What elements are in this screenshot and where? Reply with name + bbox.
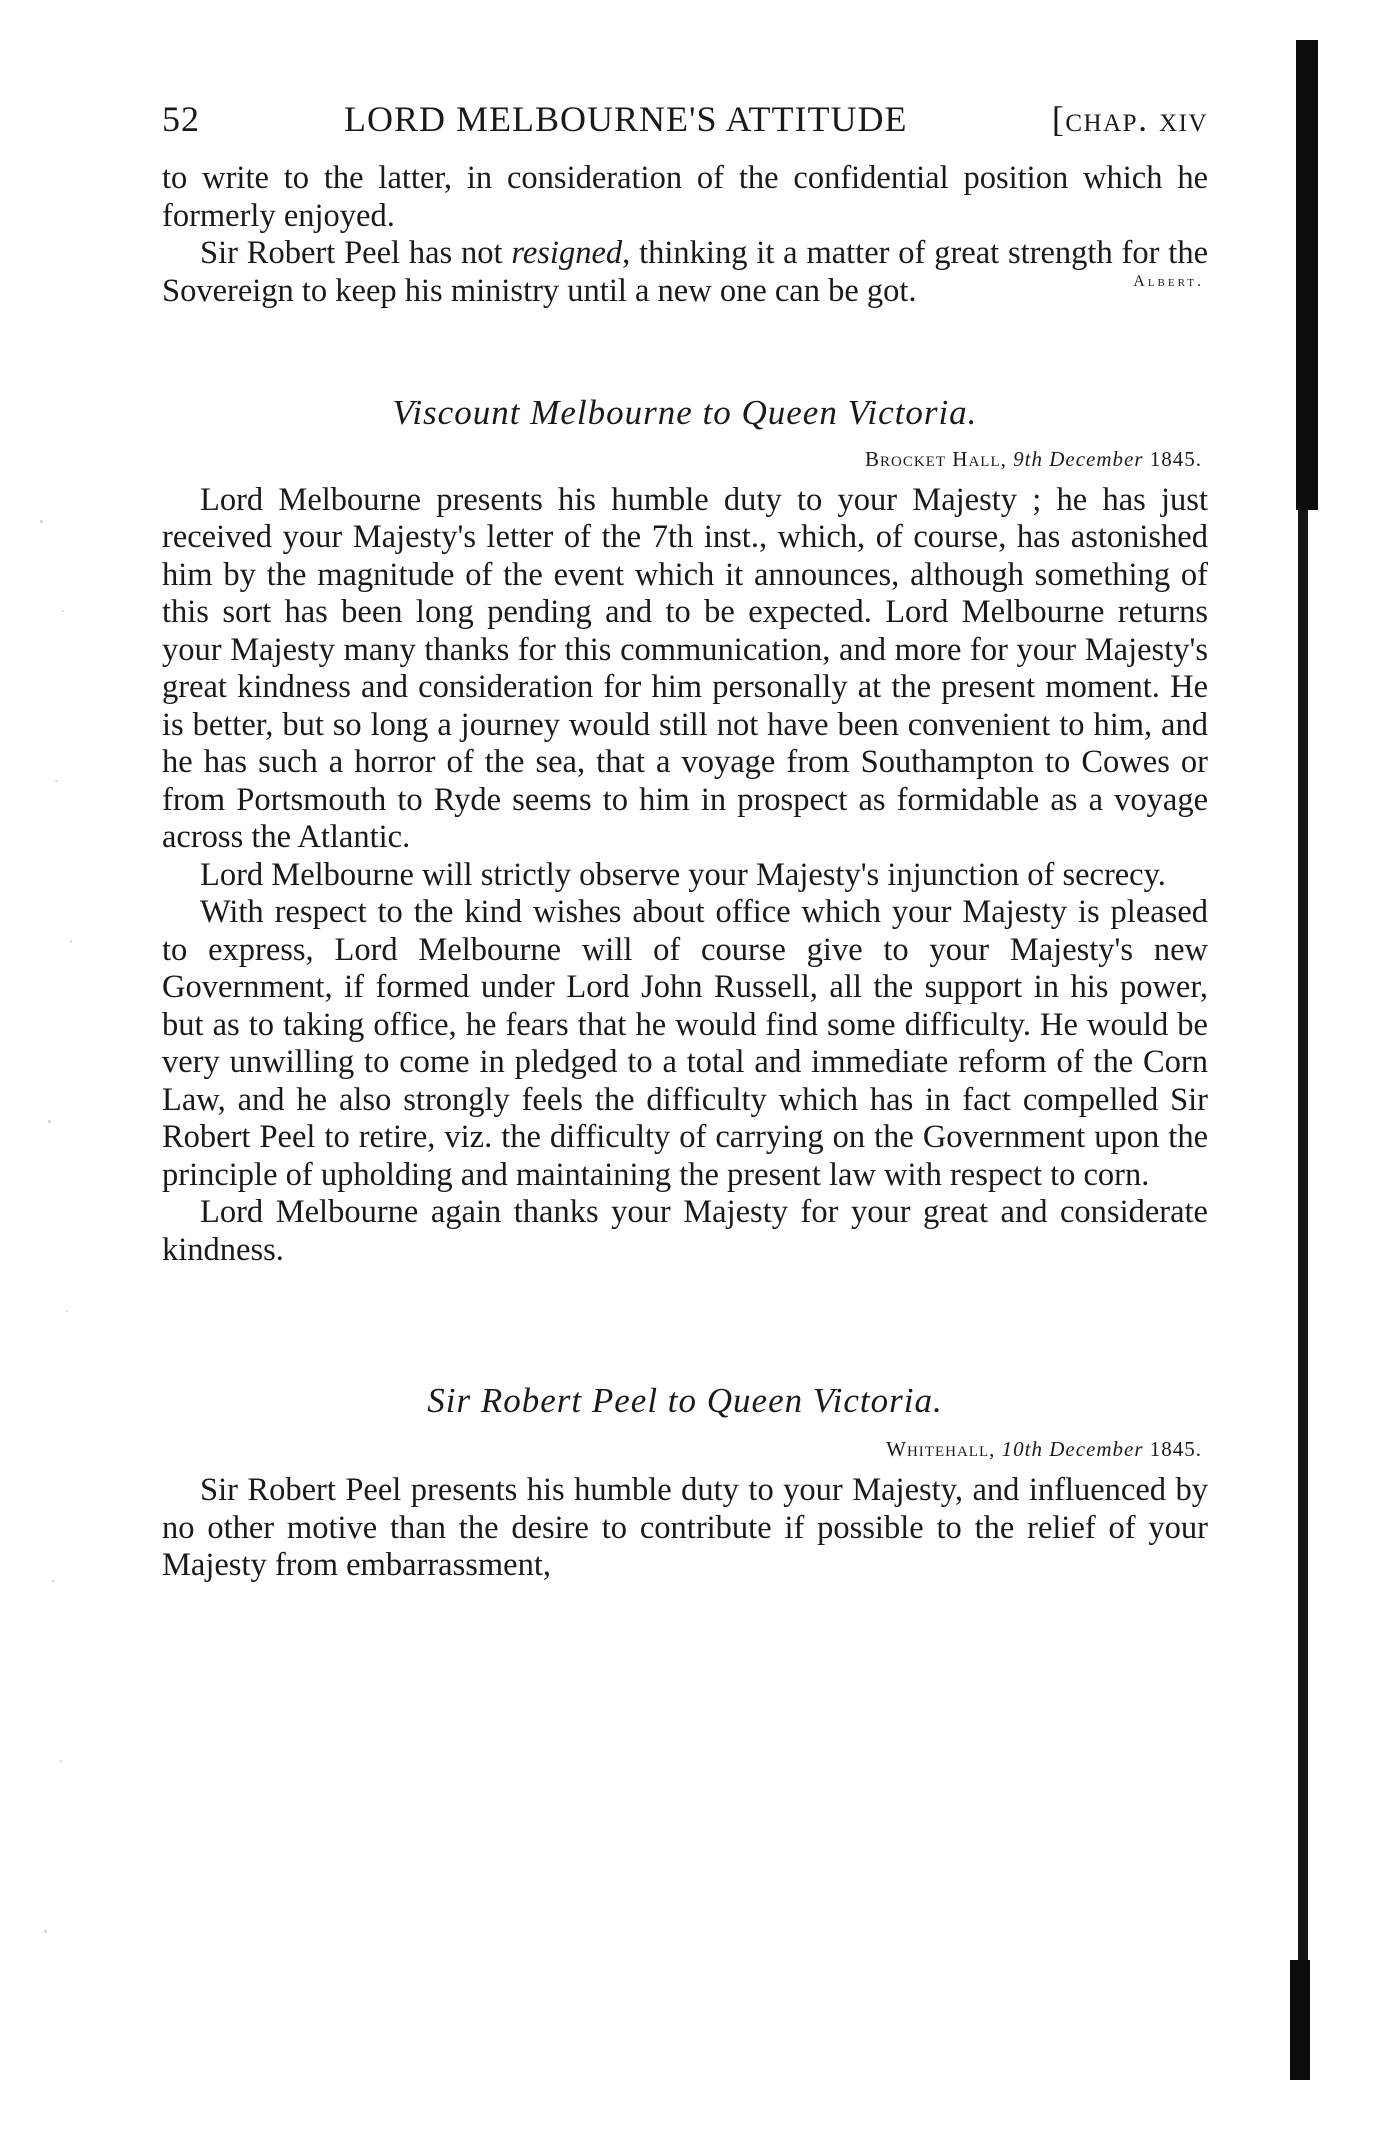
- scan-speckle: [52, 1580, 55, 1582]
- letter-heading: Viscount Melbourne to Queen Victoria.: [392, 392, 978, 432]
- page-number: 52: [162, 99, 200, 139]
- dateline: [162, 447, 1208, 472]
- binding-shadow-tip: [1290, 1960, 1310, 2080]
- dateline-year: 1845.: [1149, 1437, 1202, 1461]
- scan-speckle: [40, 520, 43, 523]
- scan-speckle: [48, 1120, 51, 1123]
- letter-paragraph: Lord Melbourne presents his humble duty to your Majesty ; he has just received your Majesty's letter of the 7th inst., which, of course, has astonished him by the magnitude of the event which it announces, although something of this sort has been long pending and to be expected. Lord Melbourne returns your Majesty many thanks for this communication, and more for your Majesty's great kindness and consideration for him personally at the present moment. He is better, but so long a journey would still not have been convenient to him, and he has such a horror of the sea, that a voyage from Southampton to Cowes or from Portsmouth to Ryde seems to him in prospect as formidable as a voyage across the Atlantic.: [162, 481, 1208, 855]
- signature-albert: Albert.: [1133, 272, 1204, 290]
- letter-paragraph: Sir Robert Peel presents his humble duty to your Majesty, and influenced by no other motive than the desire to contribute if possible to the relief of your Majesty from embarrassment,: [162, 1472, 1208, 1583]
- scan-speckle: [66, 1310, 68, 1312]
- para-text: , thinking it a matter of great strength for the Sovereign to keep his ministry until a new one can be got.: [162, 235, 1208, 309]
- letter-paragraph: Lord Melbourne will strictly observe your Majesty's injunction of secrecy.: [200, 856, 1166, 893]
- dateline-year: 1845.: [1149, 446, 1202, 471]
- letter-heading: Sir Robert Peel to Queen Victoria.: [427, 1381, 943, 1420]
- scan-speckle: [70, 940, 72, 943]
- intro-paragraph: to write to the latter, in consideration of the confidential position which he formerly enjoyed.: [162, 160, 1208, 234]
- scan-speckle: [44, 1930, 47, 1933]
- scan-speckle: [60, 1760, 62, 1763]
- scan-speckle: [55, 780, 58, 782]
- letter-paragraph: With respect to the kind wishes about office which your Majesty is pleased to express, Lord Melbourne will of course give to your Majesty's new Government, if formed under Lord John Russell, all the support in his power, but as to taking office, he fears that he would find some difficulty. He would be very unwilling to come in pledged to a total and immediate reform of the Corn Law, and he also strongly feels the difficulty which has in fact compelled Sir Robert Peel to retire, viz. the difficulty of carrying on the Government upon the principle of upholding and maintaining the present law with respect to corn.: [162, 894, 1208, 1193]
- para-text: Sir Robert Peel has not: [200, 235, 512, 271]
- letter-paragraph: Lord Melbourne again thanks your Majesty for your great and considerate kindness.: [162, 1194, 1208, 1268]
- dateline-place: Whitehall,: [886, 1437, 996, 1461]
- dateline-date: 9th December: [1013, 446, 1144, 471]
- dateline-place: Brocket Hall,: [865, 446, 1007, 471]
- binding-shadow: [1296, 40, 1318, 510]
- binding-shadow-lower: [1298, 510, 1308, 2010]
- running-header: [162, 98, 1208, 160]
- chapter-marker: [chap. xiv: [1051, 99, 1208, 139]
- emphasis-resigned: resigned: [511, 235, 623, 271]
- dateline: [162, 1437, 1208, 1462]
- dateline-date: 10th December: [1001, 1437, 1144, 1461]
- text-column: [162, 98, 1208, 1585]
- scan-speckle: [62, 610, 64, 612]
- running-title: LORD MELBOURNE'S ATTITUDE: [344, 99, 908, 139]
